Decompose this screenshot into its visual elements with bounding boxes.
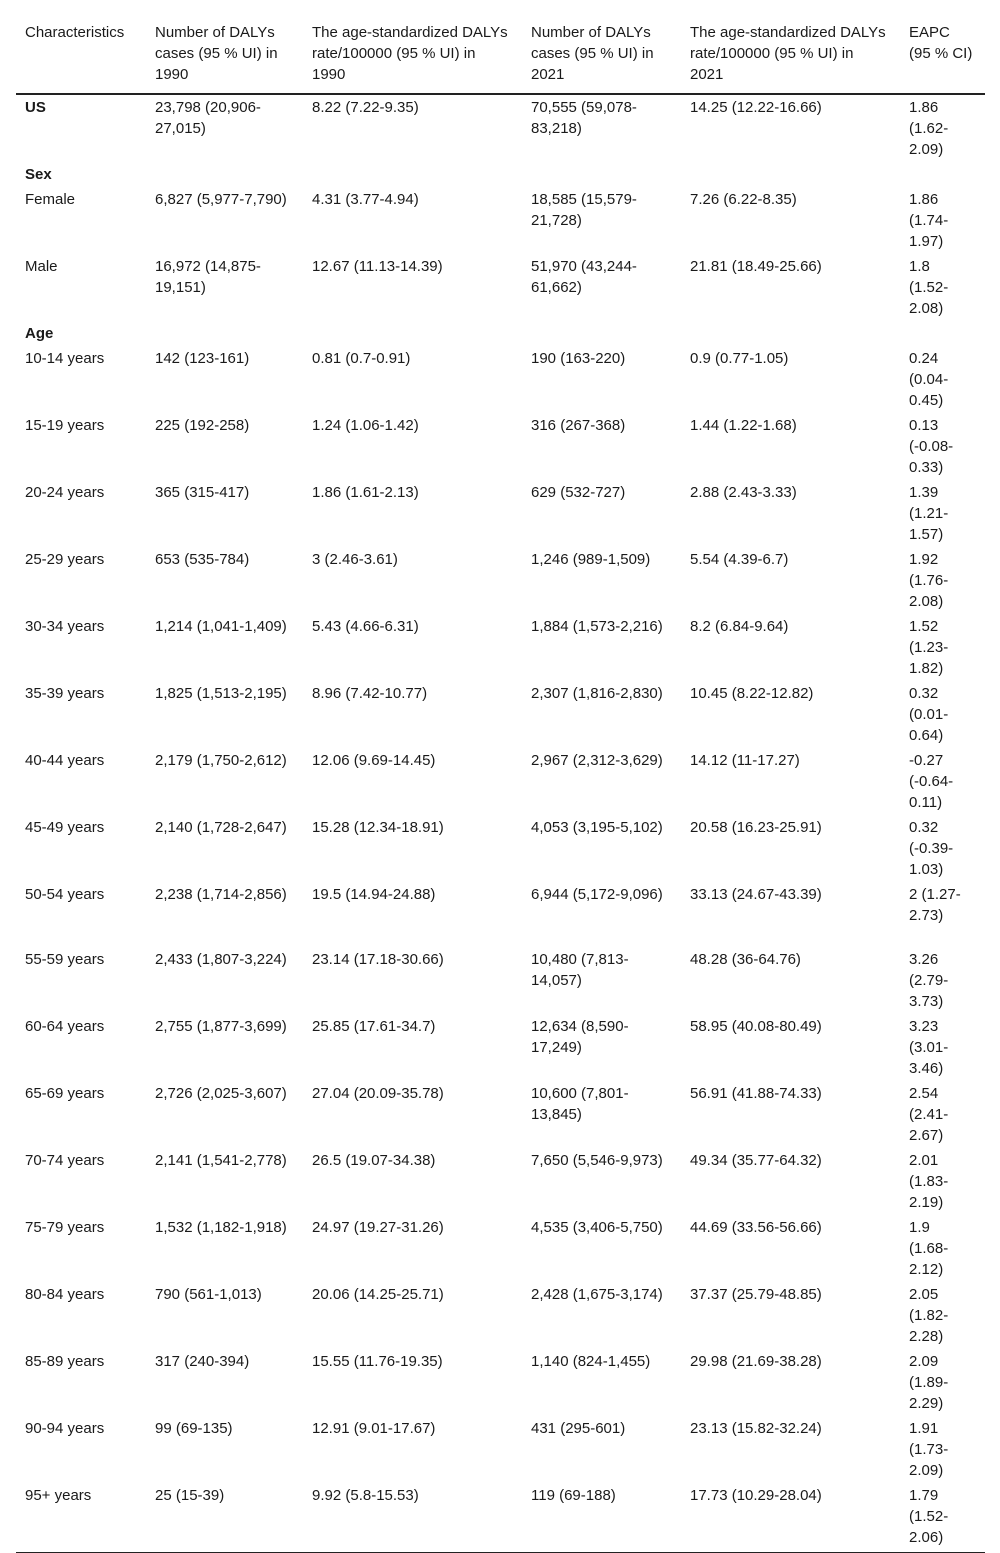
table-row (16, 1483, 985, 1553)
table-row (16, 882, 985, 947)
cell-dalys-cases-2021: 10,480 (7,813-14,057) (531, 951, 629, 989)
cell-asr-1990: 8.22 (7.22-9.35) (312, 99, 419, 116)
table-row (16, 1081, 985, 1148)
cell-eapc: 2.54 (2.41-2.67) (909, 1085, 949, 1144)
section-row (16, 321, 985, 346)
cell-asr-2021: 1.44 (1.22-1.68) (690, 417, 797, 434)
row-label: 20-24 years (25, 484, 105, 501)
cell-dalys-cases-1990: 142 (123-161) (155, 350, 250, 367)
cell-dalys-cases-1990: 2,755 (1,877-3,699) (155, 1018, 287, 1035)
row-label: 25-29 years (25, 551, 105, 568)
row-label: 55-59 years (25, 951, 105, 968)
cell-eapc: 2.05 (1.82-2.28) (909, 1286, 949, 1345)
cell-eapc: 0.24 (0.04-0.45) (909, 350, 949, 409)
cell-eapc: 1.86 (1.74-1.97) (909, 191, 949, 250)
cell-asr-2021: 5.54 (4.39-6.7) (690, 551, 789, 568)
cell-dalys-cases-2021: 1,246 (989-1,509) (531, 551, 651, 568)
cell-dalys-cases-1990: 2,433 (1,807-3,224) (155, 951, 287, 968)
cell-dalys-cases-1990: 2,238 (1,714-2,856) (155, 886, 287, 903)
table-row (16, 681, 985, 748)
cell-dalys-cases-2021: 4,053 (3,195-5,102) (531, 819, 663, 836)
header-row (16, 14, 985, 94)
cell-dalys-cases-1990: 99 (69-135) (155, 1420, 233, 1437)
table-header (16, 14, 985, 94)
cell-asr-2021: 21.81 (18.49-25.66) (690, 258, 822, 275)
cell-asr-1990: 5.43 (4.66-6.31) (312, 618, 419, 635)
cell-dalys-cases-1990: 2,179 (1,750-2,612) (155, 752, 287, 769)
table-row (16, 1215, 985, 1282)
table-row (16, 1282, 985, 1349)
cell-asr-1990: 0.81 (0.7-0.91) (312, 350, 411, 367)
cell-eapc: 1.8 (1.52-2.08) (909, 258, 949, 317)
cell-eapc: 1.39 (1.21-1.57) (909, 484, 949, 543)
cell-dalys-cases-1990: 2,726 (2,025-3,607) (155, 1085, 287, 1102)
cell-eapc: 1.86 (1.62-2.09) (909, 99, 949, 158)
table-row (16, 187, 985, 254)
cell-asr-2021: 10.45 (8.22-12.82) (690, 685, 814, 702)
row-label: Female (25, 191, 76, 208)
cell-dalys-cases-1990: 1,825 (1,513-2,195) (155, 685, 287, 702)
cell-dalys-cases-1990: 1,532 (1,182-1,918) (155, 1219, 287, 1236)
cell-dalys-cases-1990: 365 (315-417) (155, 484, 250, 501)
cell-dalys-cases-2021: 7,650 (5,546-9,973) (531, 1152, 663, 1169)
row-label: Male (25, 258, 58, 275)
row-label: 75-79 years (25, 1219, 105, 1236)
cell-asr-1990: 23.14 (17.18-30.66) (312, 951, 444, 968)
cell-asr-1990: 12.91 (9.01-17.67) (312, 1420, 436, 1437)
row-label: 15-19 years (25, 417, 105, 434)
row-label: 90-94 years (25, 1420, 105, 1437)
cell-dalys-cases-2021: 51,970 (43,244-61,662) (531, 258, 637, 296)
cell-dalys-cases-2021: 1,884 (1,573-2,216) (531, 618, 663, 635)
table-row (16, 346, 985, 413)
cell-dalys-cases-1990: 1,214 (1,041-1,409) (155, 618, 287, 635)
cell-eapc: 0.32 (-0.39-1.03) (909, 819, 954, 878)
cell-asr-2021: 20.58 (16.23-25.91) (690, 819, 822, 836)
cell-asr-1990: 27.04 (20.09-35.78) (312, 1085, 444, 1102)
cell-eapc: 1.91 (1.73-2.09) (909, 1420, 949, 1479)
cell-asr-2021: 0.9 (0.77-1.05) (690, 350, 789, 367)
row-label: 60-64 years (25, 1018, 105, 1035)
row-label: 45-49 years (25, 819, 105, 836)
table-row (16, 1014, 985, 1081)
cell-dalys-cases-1990: 23,798 (20,906-27,015) (155, 99, 261, 137)
cell-dalys-cases-2021: 431 (295-601) (531, 1420, 626, 1437)
dalys-table (16, 14, 985, 1553)
cell-dalys-cases-2021: 119 (69-188) (522, 1483, 681, 1553)
cell-eapc: 2.09 (1.89-2.29) (909, 1353, 949, 1412)
cell-dalys-cases-1990: 790 (561-1,013) (155, 1286, 262, 1303)
cell-eapc: 3.23 (3.01-3.46) (909, 1018, 949, 1077)
row-label: 65-69 years (25, 1085, 105, 1102)
table-row (16, 413, 985, 480)
cell-asr-1990: 12.06 (9.69-14.45) (312, 752, 436, 769)
cell-eapc: 0.13 (-0.08-0.33) (909, 417, 954, 476)
cell-eapc: 0.32 (0.01-0.64) (909, 685, 949, 744)
cell-asr-2021: 48.28 (36-64.76) (690, 951, 801, 968)
cell-dalys-cases-2021: 2,307 (1,816-2,830) (531, 685, 663, 702)
cell-dalys-cases-2021: 316 (267-368) (531, 417, 626, 434)
table-row (16, 815, 985, 882)
row-label: 70-74 years (25, 1152, 105, 1169)
column-header-dalys-cases-2021: Number of DALYs cases (95 % UI) in 2021 (522, 14, 681, 94)
cell-asr-2021: 2.88 (2.43-3.33) (690, 484, 797, 501)
cell-asr-1990: 4.31 (3.77-4.94) (312, 191, 419, 208)
cell-eapc: 1.92 (1.76-2.08) (909, 551, 949, 610)
cell-asr-1990: 12.67 (11.13-14.39) (312, 258, 443, 275)
cell-dalys-cases-2021: 629 (532-727) (531, 484, 626, 501)
cell-dalys-cases-2021: 18,585 (15,579-21,728) (531, 191, 637, 229)
cell-dalys-cases-2021: 4,535 (3,406-5,750) (531, 1219, 663, 1236)
column-header-eapc: EAPC (95 % CI) (900, 14, 985, 94)
cell-asr-1990: 15.55 (11.76-19.35) (312, 1353, 443, 1370)
cell-eapc: 1.79 (1.52-2.06) (900, 1483, 985, 1553)
table-row (16, 1148, 985, 1215)
row-label: 10-14 years (25, 350, 105, 367)
cell-asr-2021: 8.2 (6.84-9.64) (690, 618, 789, 635)
cell-dalys-cases-2021: 2,967 (2,312-3,629) (531, 752, 663, 769)
cell-dalys-cases-1990: 25 (15-39) (146, 1483, 303, 1553)
table-row (16, 947, 985, 1014)
cell-eapc: -0.27 (-0.64-0.11) (909, 752, 954, 811)
column-header-asr-1990: The age-standardized DALYs rate/100000 (95 % UI) in 1990 (303, 14, 522, 94)
cell-asr-2021: 56.91 (41.88-74.33) (690, 1085, 822, 1102)
cell-dalys-cases-2021: 1,140 (824-1,455) (531, 1353, 651, 1370)
table-row (16, 748, 985, 815)
cell-dalys-cases-2021: 12,634 (8,590-17,249) (531, 1018, 629, 1056)
cell-dalys-cases-1990: 653 (535-784) (155, 551, 250, 568)
cell-asr-1990: 1.24 (1.06-1.42) (312, 417, 419, 434)
cell-asr-2021: 33.13 (24.67-43.39) (690, 886, 822, 903)
cell-asr-1990: 1.86 (1.61-2.13) (312, 484, 419, 501)
row-label: 30-34 years (25, 618, 105, 635)
cell-dalys-cases-1990: 2,141 (1,541-2,778) (155, 1152, 287, 1169)
table-row (16, 480, 985, 547)
cell-dalys-cases-1990: 6,827 (5,977-7,790) (155, 191, 287, 208)
cell-asr-1990: 25.85 (17.61-34.7) (312, 1018, 436, 1035)
cell-asr-1990: 9.92 (5.8-15.53) (303, 1483, 522, 1553)
section-label: Age (25, 325, 54, 342)
cell-dalys-cases-1990: 16,972 (14,875-19,151) (155, 258, 261, 296)
cell-dalys-cases-1990: 2,140 (1,728-2,647) (155, 819, 287, 836)
cell-asr-2021: 17.73 (10.29-28.04) (681, 1483, 900, 1553)
row-label: 85-89 years (25, 1353, 105, 1370)
cell-asr-2021: 58.95 (40.08-80.49) (690, 1018, 822, 1035)
row-label: US (25, 99, 46, 116)
cell-asr-1990: 19.5 (14.94-24.88) (312, 886, 436, 903)
table-row (16, 254, 985, 321)
cell-asr-2021: 23.13 (15.82-32.24) (690, 1420, 822, 1437)
cell-asr-1990: 8.96 (7.42-10.77) (312, 685, 428, 702)
cell-eapc: 1.52 (1.23-1.82) (909, 618, 949, 677)
table-row (16, 614, 985, 681)
cell-asr-2021: 44.69 (33.56-56.66) (690, 1219, 822, 1236)
cell-dalys-cases-2021: 6,944 (5,172-9,096) (531, 886, 663, 903)
cell-asr-1990: 20.06 (14.25-25.71) (312, 1286, 444, 1303)
row-label: 80-84 years (25, 1286, 105, 1303)
cell-dalys-cases-2021: 70,555 (59,078-83,218) (531, 99, 637, 137)
cell-asr-2021: 49.34 (35.77-64.32) (690, 1152, 822, 1169)
cell-asr-2021: 37.37 (25.79-48.85) (690, 1286, 822, 1303)
cell-asr-2021: 14.25 (12.22-16.66) (690, 99, 822, 116)
table-row (16, 94, 985, 162)
row-label: 50-54 years (25, 886, 105, 903)
table-row (16, 1416, 985, 1483)
table-body (16, 94, 985, 1553)
cell-eapc: 3.26 (2.79-3.73) (909, 951, 949, 1010)
cell-dalys-cases-2021: 10,600 (7,801-13,845) (531, 1085, 629, 1123)
cell-asr-1990: 24.97 (19.27-31.26) (312, 1219, 444, 1236)
cell-dalys-cases-1990: 317 (240-394) (155, 1353, 250, 1370)
cell-asr-2021: 7.26 (6.22-8.35) (690, 191, 797, 208)
table-row (16, 1349, 985, 1416)
cell-eapc: 2 (1.27-2.73) (909, 886, 961, 924)
column-header-characteristics: Characteristics (16, 14, 146, 94)
cell-asr-2021: 14.12 (11-17.27) (690, 752, 800, 769)
row-label: 35-39 years (25, 685, 105, 702)
cell-dalys-cases-2021: 2,428 (1,675-3,174) (531, 1286, 663, 1303)
cell-dalys-cases-2021: 190 (163-220) (531, 350, 626, 367)
section-label: Sex (25, 166, 52, 183)
cell-eapc: 2.01 (1.83-2.19) (909, 1152, 949, 1211)
cell-eapc: 1.9 (1.68-2.12) (909, 1219, 949, 1278)
cell-asr-1990: 26.5 (19.07-34.38) (312, 1152, 436, 1169)
section-row (16, 162, 985, 187)
table-row (16, 547, 985, 614)
column-header-dalys-cases-1990: Number of DALYs cases (95 % UI) in 1990 (146, 14, 303, 94)
column-header-asr-2021: The age-standardized DALYs rate/100000 (95 % UI) in 2021 (681, 14, 900, 94)
cell-asr-1990: 15.28 (12.34-18.91) (312, 819, 444, 836)
cell-dalys-cases-1990: 225 (192-258) (155, 417, 250, 434)
cell-asr-1990: 3 (2.46-3.61) (312, 551, 398, 568)
cell-asr-2021: 29.98 (21.69-38.28) (690, 1353, 822, 1370)
row-label: 95+ years (16, 1483, 146, 1553)
row-label: 40-44 years (25, 752, 105, 769)
